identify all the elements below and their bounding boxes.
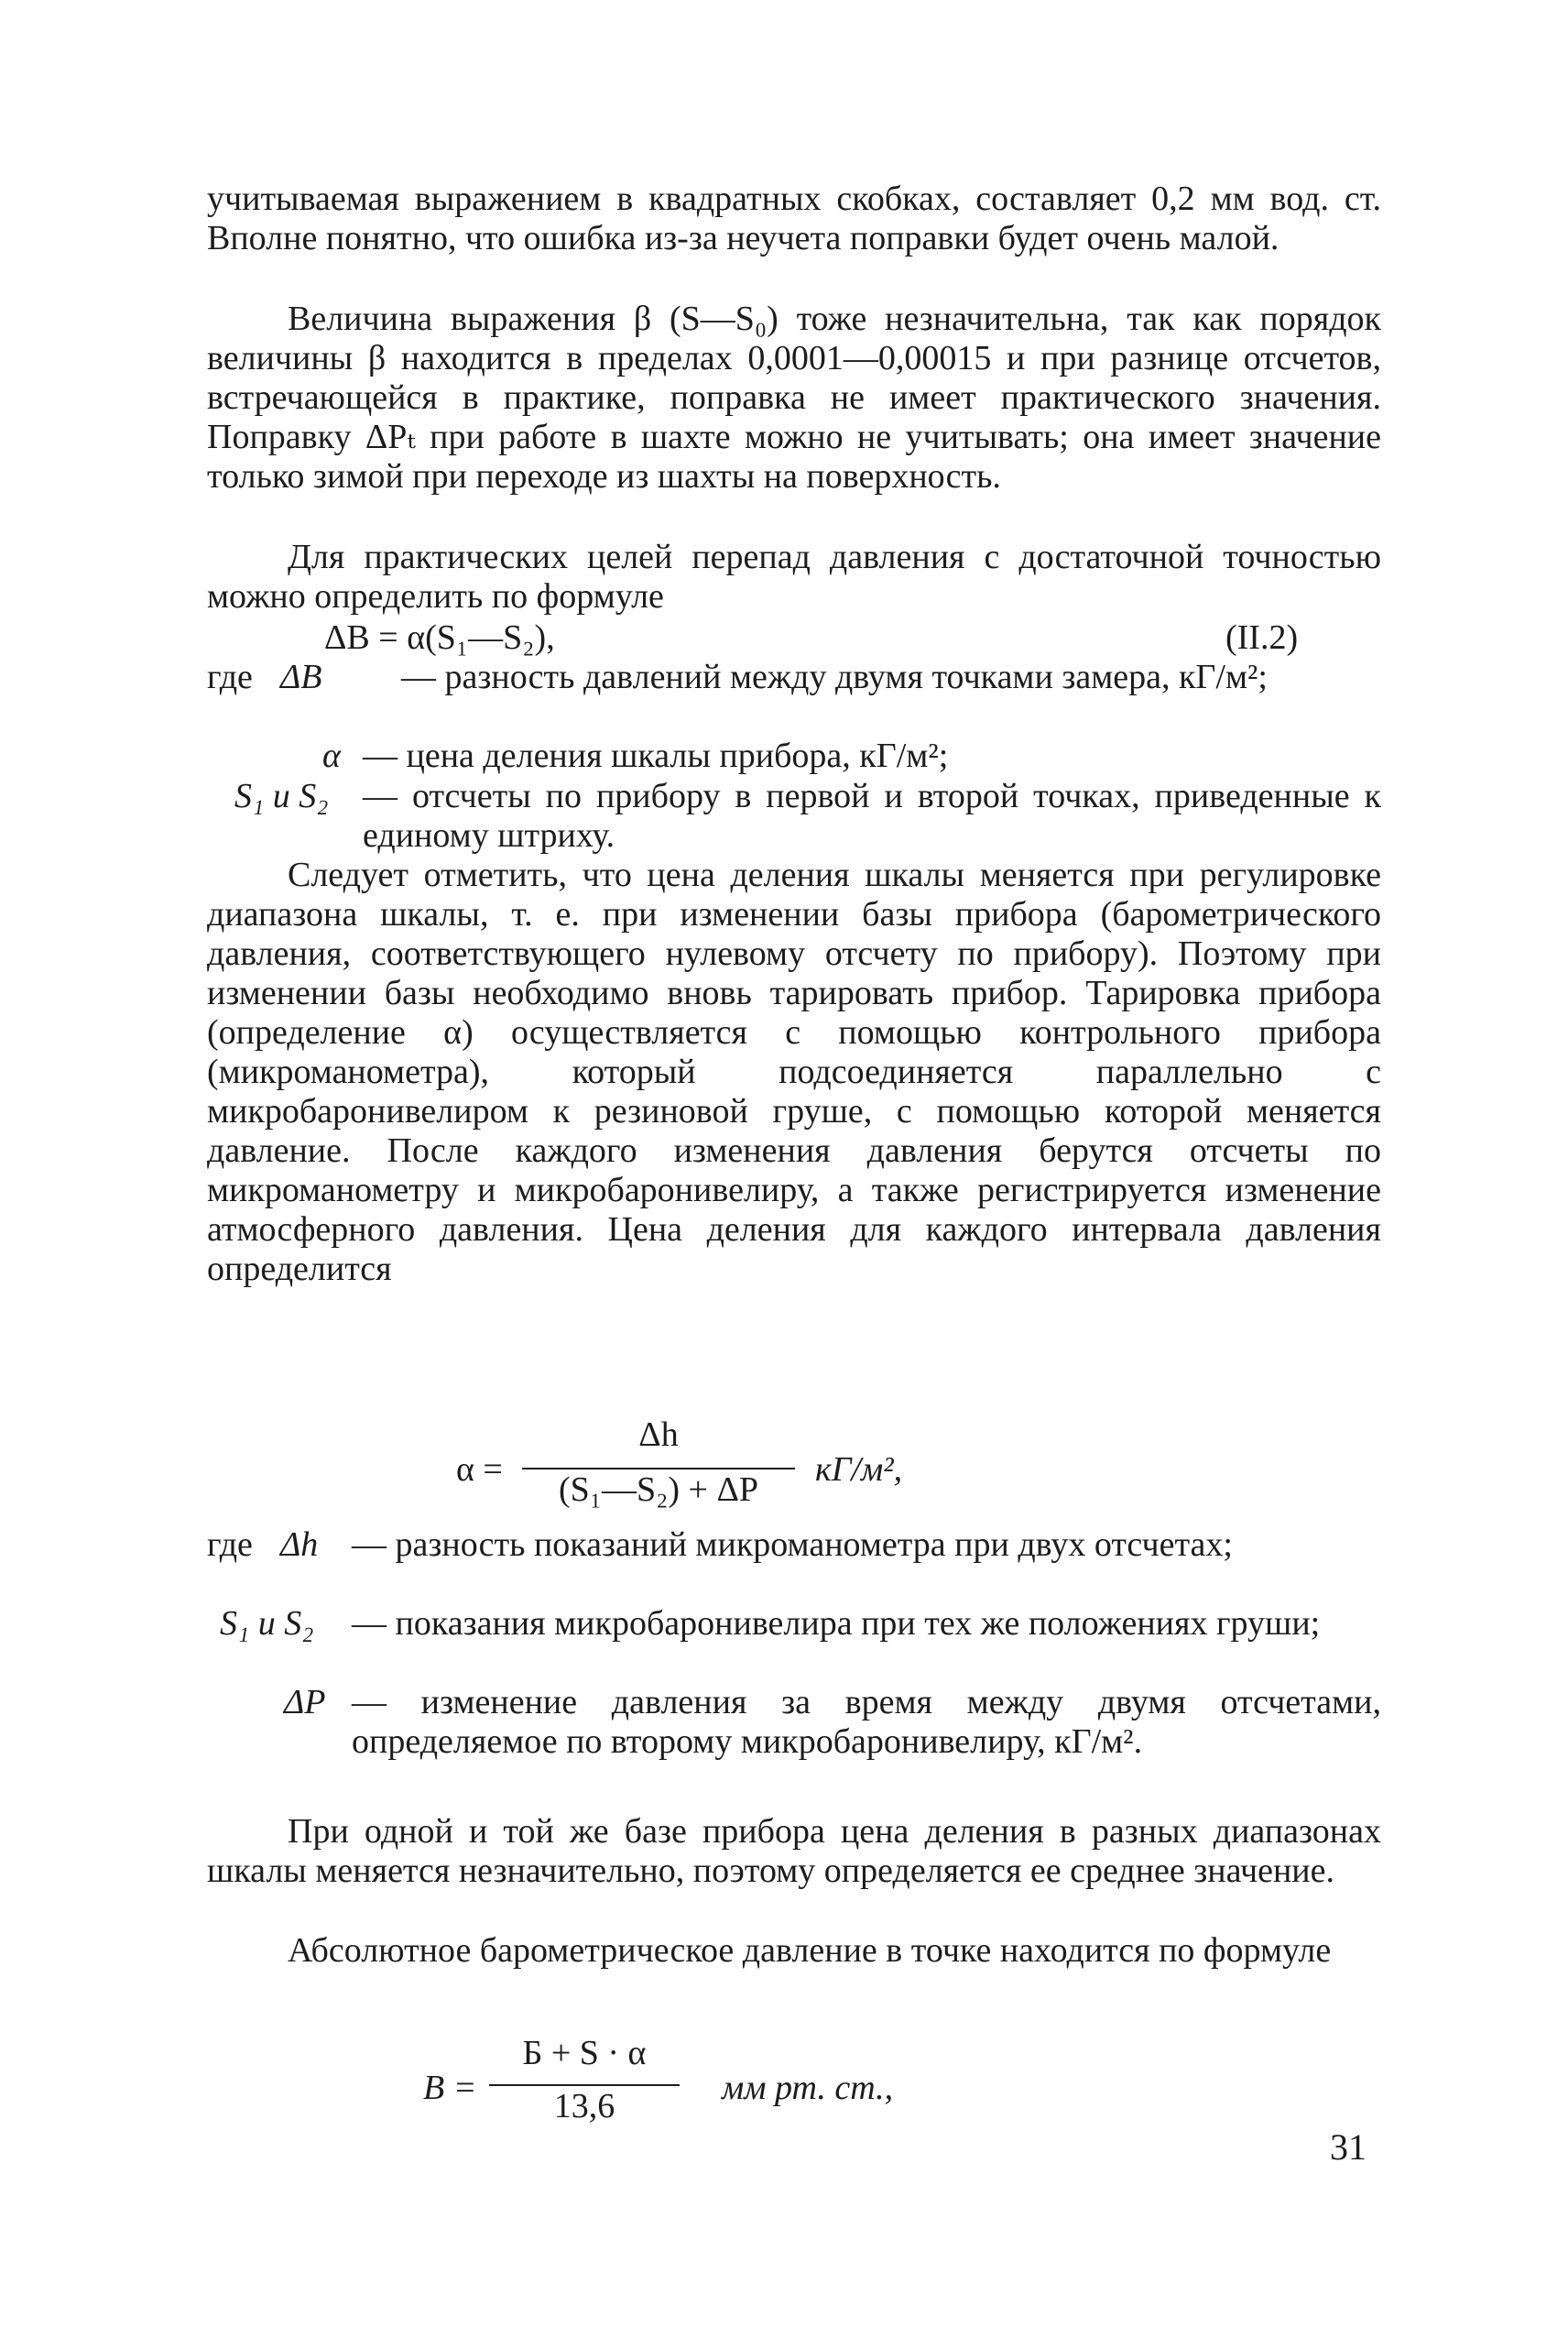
paragraph-1-text: учитываемая выражением в квадратных скобках, составляет 0,2 мм вод. ст. Вполне понятно, что ошибка из-за неучета поправки будет очень малой. bbox=[207, 180, 1381, 257]
def-2-text: — цена деления шкалы прибора, кГ/м²; bbox=[363, 737, 949, 775]
equation-alpha-lhs: α = bbox=[456, 1450, 503, 1489]
equation-b bbox=[423, 2034, 936, 2135]
equation-2-number: (II.2) bbox=[1225, 618, 1299, 657]
paragraph-3-text: Для практических целей перепад давления с достаточной точностью можно определить по формуле bbox=[207, 538, 1381, 616]
equation-alpha bbox=[456, 1415, 969, 1525]
equation-b-unit: мм рт. ст., bbox=[722, 2069, 894, 2107]
paragraph-1 bbox=[207, 180, 1381, 258]
def-1-lead: где bbox=[207, 658, 253, 696]
paragraph-5-text: При одной и той же базе прибора цена деления в разных диапазонах шкалы меняется незначительно, поэтому определяется ее среднее значение. bbox=[207, 1812, 1381, 1890]
equation-alpha-numerator: Δh bbox=[638, 1415, 679, 1454]
paragraph-4-text: Следует отметить, что цена деления шкалы меняется при регулировке диапазона шкалы, т. е. при изменении базы прибора (барометрического давления, соответствующего нулевому отсчету по прибору). Поэтому при изменении базы необходимо вновь тарировать прибор. Тарировка прибора (определение α) осуществляется с помощью контрольного прибора (микроманометра), который подсоединяется параллельно с микробаронивелиром к резиновой груше, с помощью которой меняется давление. После каждого изменения давления берутся отсчеты по микроманометру и микробаронивелиру, а также регистрируется изменение атмосферного давления. Цена деления для каждого интервала давления определится bbox=[207, 856, 1381, 1288]
paragraph-4 bbox=[207, 856, 1381, 1289]
def-6-term: ΔP bbox=[284, 1683, 326, 1721]
def-5-term: S₁ и S₂ bbox=[220, 1604, 314, 1643]
paragraph-3 bbox=[207, 538, 1381, 617]
def-1-text: — разность давлений между двумя точками замера, кГ/м²; bbox=[401, 658, 1268, 696]
equation-alpha-unit: кГ/м², bbox=[815, 1450, 903, 1489]
equation-b-denominator: 13,6 bbox=[553, 2087, 615, 2125]
page-number: 31 bbox=[1330, 2126, 1367, 2168]
equation-2-formula: ΔB = α(S₁—S₂), bbox=[324, 618, 555, 657]
equation-alpha-fraction-bar bbox=[522, 1468, 795, 1469]
def-1-term: ΔB bbox=[280, 658, 322, 696]
def-3-term: S₁ и S₂ bbox=[234, 777, 329, 815]
def-2-term: α bbox=[322, 737, 341, 775]
definitions-2 bbox=[207, 1525, 1381, 1800]
equation-b-numerator: Б + S · α bbox=[522, 2034, 647, 2072]
paragraph-2 bbox=[207, 300, 1381, 497]
def-4-term: Δh bbox=[280, 1525, 319, 1564]
paragraph-6-text: Абсолютное барометрическое давление в точке находится по формуле bbox=[288, 1931, 1332, 1970]
equation-b-fraction-bar bbox=[489, 2084, 680, 2086]
paragraph-5 bbox=[207, 1812, 1381, 1891]
definitions-1 bbox=[207, 658, 1381, 878]
def-3-text: — отсчеты по прибору в первой и второй точках, приведенные к единому штриху. bbox=[363, 777, 1381, 855]
equation-b-lhs: B = bbox=[423, 2069, 477, 2107]
def-5-text: — показания микробаронивелира при тех же положениях груши; bbox=[352, 1604, 1321, 1643]
paragraph-2-text: Величина выражения β (S—S₀) тоже незначительна, так как порядок величины β находится в пределах 0,0001—0,00015 и при разнице отсчетов, встречающейся в практике, поправка не имеет практического значения. Поправку ΔPₜ при работе в шахте можно не учитывать; она имеет значение только зимой при переходе из шахты на поверхность. bbox=[207, 300, 1381, 496]
def-6-text: — изменение давления за время между двумя отсчетами, определяемое по второму микробаронивелиру, кГ/м². bbox=[352, 1683, 1381, 1761]
equation-alpha-denominator: (S₁—S₂) + ΔP bbox=[558, 1470, 759, 1509]
paragraph-6 bbox=[207, 1931, 1381, 1971]
def-4-text: — разность показаний микроманометра при двух отсчетах; bbox=[352, 1525, 1233, 1564]
def-4-lead: где bbox=[207, 1525, 253, 1564]
